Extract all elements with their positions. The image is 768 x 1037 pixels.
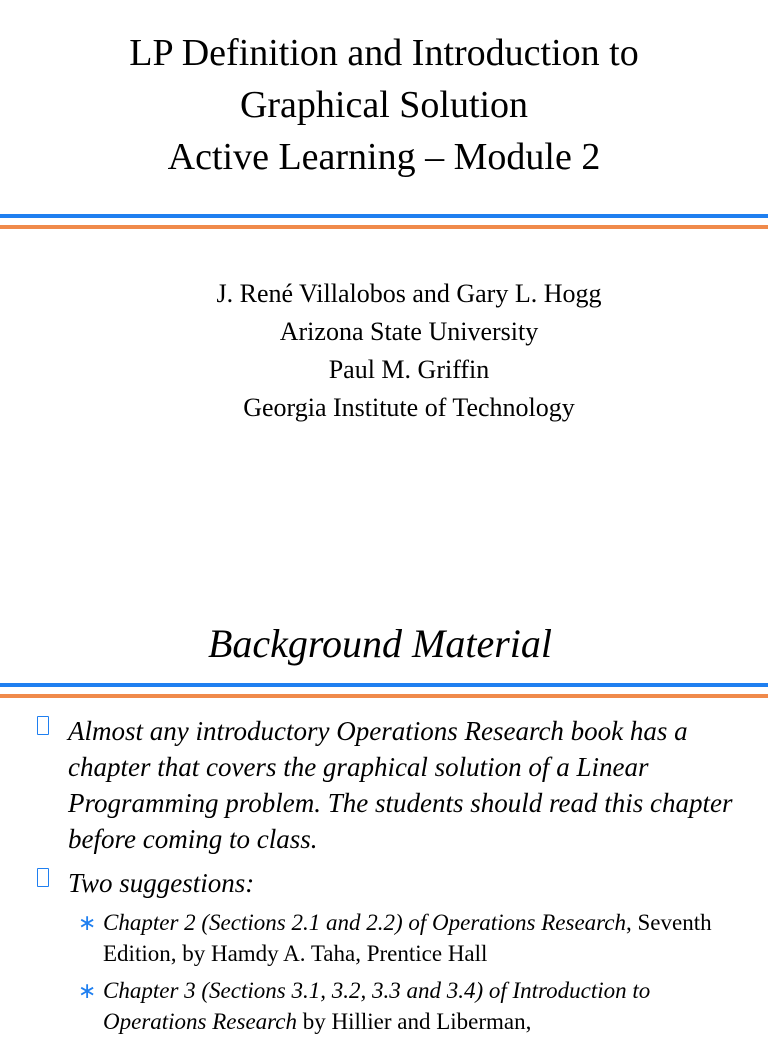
bullet-marker-icon xyxy=(37,868,49,887)
author-line-3: Paul M. Griffin xyxy=(328,355,490,384)
title-slide xyxy=(0,0,768,480)
authors-block xyxy=(50,275,768,427)
background-body xyxy=(0,713,768,1037)
asterisk-icon: ∗ xyxy=(78,979,97,1004)
background-slide xyxy=(0,480,768,1034)
bullet-text: Two suggestions: xyxy=(68,868,255,898)
bullet-text: Almost any introductory Operations Research book has a chapter that covers the graphical solution of a Linear Programming problem. The students should read this chapter before coming to class. xyxy=(68,716,733,854)
asterisk-icon: ∗ xyxy=(78,911,97,936)
bullet-item xyxy=(0,865,768,901)
title-divider-blue xyxy=(0,214,768,218)
bullet-marker-icon xyxy=(37,716,49,735)
suggestion-item xyxy=(0,907,768,969)
background-divider-blue xyxy=(0,683,768,687)
bullet-item xyxy=(0,713,768,857)
suggestion-details: , Seventh Edition, by Hamdy A. Taha, Prentice Hall xyxy=(103,910,712,966)
suggestion-details: by Hillier and Liberman, xyxy=(296,1009,532,1034)
suggestion-title: Chapter 2 (Sections 2.1 and 2.2) of Operations Research xyxy=(103,910,626,935)
title-line-1: LP Definition and Introduction to xyxy=(129,32,639,74)
author-line-2: Arizona State University xyxy=(279,317,539,346)
title-line-2: Graphical Solution xyxy=(239,84,529,126)
background-title: Background Material xyxy=(207,621,552,666)
suggestion-title: Chapter 3 (Sections 3.1, 3.2, 3.3 and 3.4) of Introduction to Operations Research xyxy=(103,978,651,1034)
slide-title xyxy=(0,27,768,183)
title-line-3: Active Learning – Module 2 xyxy=(167,136,601,178)
background-divider-orange xyxy=(0,694,768,698)
title-divider-orange xyxy=(0,225,768,229)
author-line-1: J. René Villalobos and Gary L. Hogg xyxy=(216,279,602,308)
suggestion-item xyxy=(0,975,768,1037)
author-line-4: Georgia Institute of Technology xyxy=(243,393,575,422)
